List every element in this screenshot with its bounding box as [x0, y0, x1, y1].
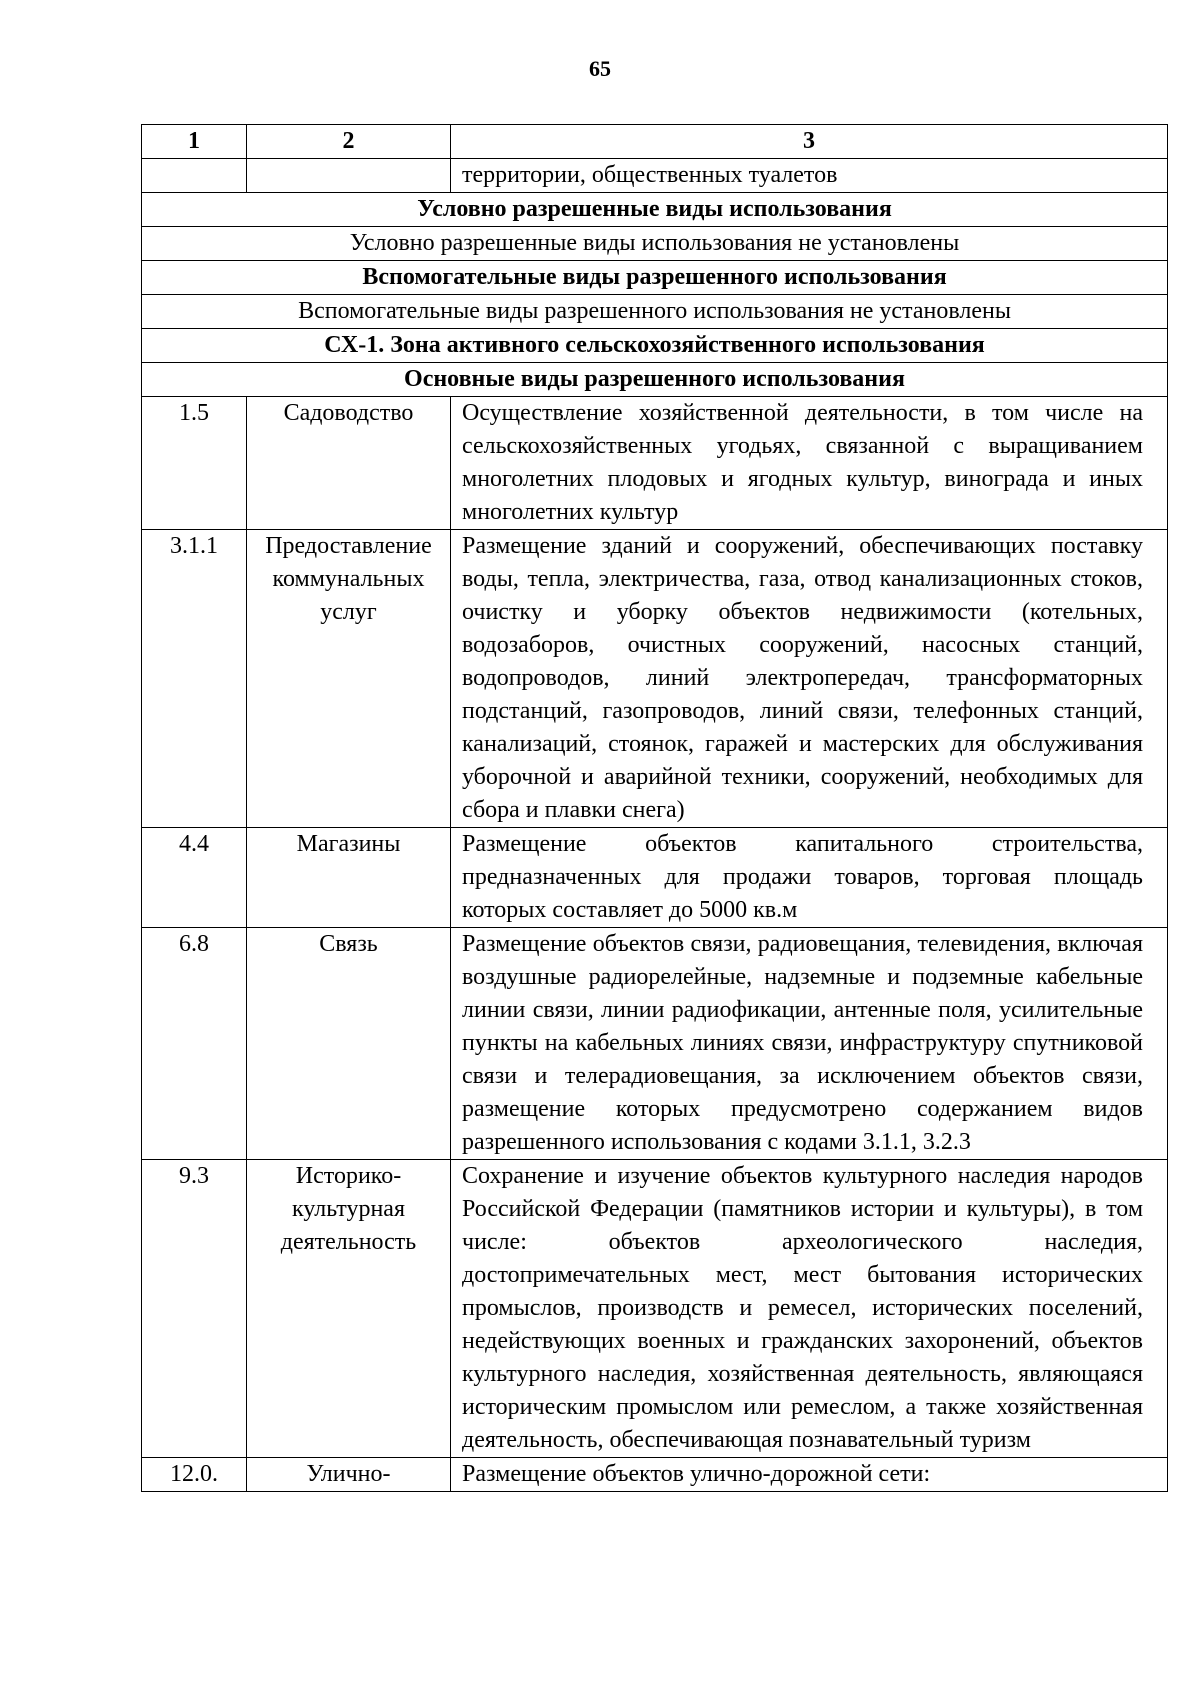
use-name: Историко-культурная деятельность — [247, 1160, 451, 1458]
use-code: 4.4 — [142, 828, 247, 928]
use-description: Размещение зданий и сооружений, обеспечивающих поставку воды, тепла, электричества, газа, отвод канализационных стоков, очистку и уборку объектов недвижимости (котельных, водозаборов, очистных сооружений, насосных станций, водопроводов, линий электропередач, трансформаторных подстанций, газопроводов, линий связи, телефонных станций, канализаций, стоянок, гаражей и мастерских для обслуживания уборочной и аварийной техники, сооружений, необходимых для сбора и плавки снега) — [451, 530, 1168, 828]
use-name: Предоставление коммунальных услуг — [247, 530, 451, 828]
use-name: Связь — [247, 928, 451, 1160]
use-description: Осуществление хозяйственной деятельности, в том числе на сельскохозяйственных угодьях, связанной с выращиванием многолетних плодовых и ягодных культур, винограда и иных многолетних культур — [451, 397, 1168, 530]
use-description: Сохранение и изучение объектов культурного наследия народов Российской Федерации (памятников истории и культуры), в том числе: объектов археологического наследия, достопримечательных мест, мест бытования исторических промыслов, производств и ремесел, исторических поселений, недействующих военных и гражданских захоронений, объектов культурного наследия, хозяйственная деятельность, являющаяся историческим промыслом или ремеслом, а также хозяйственная деятельность, обеспечивающая познавательный туризм — [451, 1160, 1168, 1458]
banner-row — [142, 295, 1168, 329]
table-row — [142, 530, 1168, 828]
table-row — [142, 828, 1168, 928]
continuation-description: территории, общественных туалетов — [451, 159, 1168, 193]
use-code: 9.3 — [142, 1160, 247, 1458]
header-col-3: 3 — [451, 125, 1168, 159]
use-code: 6.8 — [142, 928, 247, 1160]
use-name: Улично- — [247, 1458, 451, 1492]
auxiliary-uses-note: Вспомогательные виды разрешенного использования не установлены — [142, 295, 1168, 329]
banner-row — [142, 363, 1168, 397]
header-col-1: 1 — [142, 125, 247, 159]
use-code: 1.5 — [142, 397, 247, 530]
use-code: 3.1.1 — [142, 530, 247, 828]
continuation-row — [142, 159, 1168, 193]
table-row — [142, 928, 1168, 1160]
auxiliary-uses-title: Вспомогательные виды разрешенного использования — [142, 261, 1168, 295]
table-row — [142, 397, 1168, 530]
banner-row — [142, 193, 1168, 227]
banner-row — [142, 227, 1168, 261]
main-uses-title: Основные виды разрешенного использования — [142, 363, 1168, 397]
header-col-2: 2 — [247, 125, 451, 159]
table-header-row — [142, 125, 1168, 159]
zoning-table — [141, 124, 1168, 1492]
banner-row — [142, 329, 1168, 363]
table-row — [142, 1458, 1168, 1492]
use-description: Размещение объектов капитального строительства, предназначенных для продажи товаров, торговая площадь которых составляет до 5000 кв.м — [451, 828, 1168, 928]
continuation-code-cell — [142, 159, 247, 193]
conditional-uses-note: Условно разрешенные виды использования не установлены — [142, 227, 1168, 261]
use-name: Садоводство — [247, 397, 451, 530]
use-description: Размещение объектов связи, радиовещания, телевидения, включая воздушные радиорелейные, надземные и подземные кабельные линии связи, линии радиофикации, антенные поля, усилительные пункты на кабельных линиях связи, инфраструктуру спутниковой связи и телерадиовещания, за исключением объектов связи, размещение которых предусмотрено содержанием видов разрешенного использования с кодами 3.1.1, 3.2.3 — [451, 928, 1168, 1160]
use-description: Размещение объектов улично-дорожной сети: — [451, 1458, 1168, 1492]
use-code: 12.0. — [142, 1458, 247, 1492]
banner-row — [142, 261, 1168, 295]
use-name: Магазины — [247, 828, 451, 928]
conditional-uses-title: Условно разрешенные виды использования — [142, 193, 1168, 227]
page-number: 65 — [589, 56, 611, 81]
table-row — [142, 1160, 1168, 1458]
continuation-name-cell — [247, 159, 451, 193]
zone-title: СХ-1. Зона активного сельскохозяйственного использования — [142, 329, 1168, 363]
